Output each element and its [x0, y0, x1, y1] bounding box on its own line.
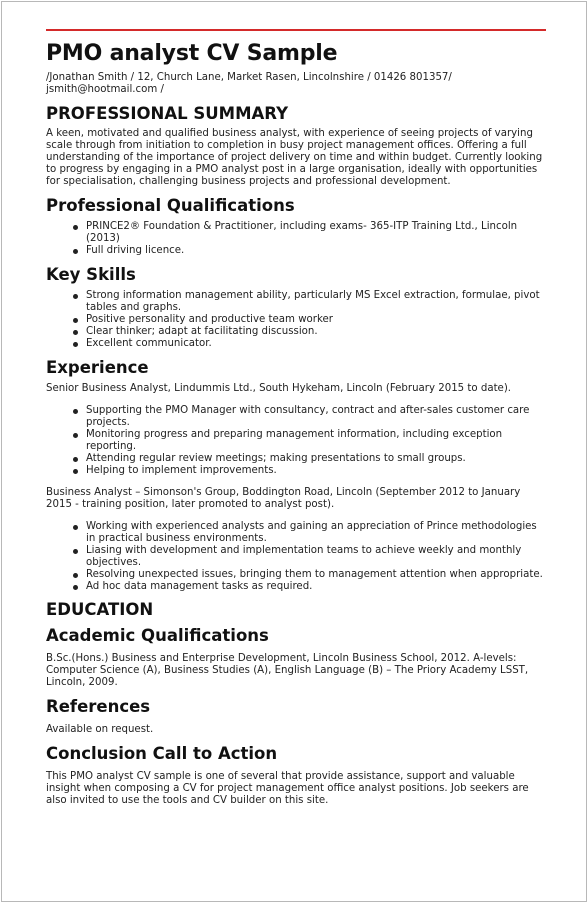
list-item: Helping to implement improvements.: [86, 465, 546, 477]
list-item: Clear thinker; adapt at facilitating discussion.: [86, 326, 546, 338]
skills-heading: Key Skills: [46, 265, 136, 284]
cv-title: PMO analyst CV Sample: [46, 41, 338, 66]
list-item: Liasing with development and implementation teams to achieve weekly and monthly objectives.: [86, 545, 546, 569]
skills-list: [46, 290, 546, 350]
list-item: PRINCE2® Foundation & Practitioner, including exams- 365-ITP Training Ltd., Lincoln (2013): [86, 221, 546, 245]
academic-qualifications-heading: Academic Qualifications: [46, 626, 269, 645]
qualifications-heading: Professional Qualifications: [46, 196, 295, 215]
contact-details: /Jonathan Smith / 12, Church Lane, Market Rasen, Lincolnshire / 01426 801357/ jsmith@hootmail.com /: [46, 72, 452, 95]
education-heading: EDUCATION: [46, 600, 154, 619]
list-item: Strong information management ability, particularly MS Excel extraction, formulae, pivot tables and graphs.: [86, 290, 546, 314]
list-item: Monitoring progress and preparing management information, including exception reporting.: [86, 429, 546, 453]
cv-page: [1, 1, 587, 902]
experience-heading: Experience: [46, 358, 149, 377]
job-duties-list: [46, 521, 546, 593]
list-item: Excellent communicator.: [86, 338, 546, 350]
job-duties-list: [46, 405, 546, 477]
list-item: Working with experienced analysts and gaining an appreciation of Prince methodologies in practical business environments.: [86, 521, 546, 545]
references-heading: References: [46, 697, 151, 716]
conclusion-heading: Conclusion Call to Action: [46, 744, 278, 763]
list-item: Supporting the PMO Manager with consultancy, contract and after-sales customer care projects.: [86, 405, 546, 429]
references-text: Available on request.: [46, 724, 154, 735]
job-title: Senior Business Analyst, Lindummis Ltd., South Hykeham, Lincoln (February 2015 to date).: [46, 383, 512, 394]
education-text: B.Sc.(Hons.) Business and Enterprise Development, Lincoln Business School, 2012. A-levels: Computer Science (A), Business Studies (A), English Language (B) – The Priory Academy LSST, Lincoln, 2009.: [46, 653, 529, 688]
list-item: Full driving licence.: [86, 245, 546, 257]
job-title: Business Analyst – Simonson's Group, Boddington Road, Lincoln (September 2012 to January 2015 - training position, later promoted to analyst post).: [46, 487, 521, 510]
summary-heading: PROFESSIONAL SUMMARY: [46, 104, 289, 123]
qualifications-list: [46, 221, 546, 257]
list-item: Attending regular review meetings; making presentations to small groups.: [86, 453, 546, 465]
list-item: Positive personality and productive team worker: [86, 314, 546, 326]
summary-text: A keen, motivated and qualified business analyst, with experience of seeing projects of varying scale through from initiation to completion in busy project management offices. Offering a full understanding of the importance of project delivery on time and within budget. Currently looking to progress by engaging in a PMO analyst post in a large organisation, ideally with opportunities for specialisation, challenging business projects and professional development.: [46, 128, 543, 187]
list-item: Resolving unexpected issues, bringing them to management attention when appropriate.: [86, 569, 546, 581]
cv-content: [46, 40, 546, 807]
list-item: Ad hoc data management tasks as required.: [86, 581, 546, 593]
conclusion-text: This PMO analyst CV sample is one of several that provide assistance, support and valuable insight when composing a CV for project management office analyst positions. Job seekers are also invited to use the tools and CV builder on this site.: [46, 771, 529, 806]
header-red-rule: [46, 29, 546, 31]
